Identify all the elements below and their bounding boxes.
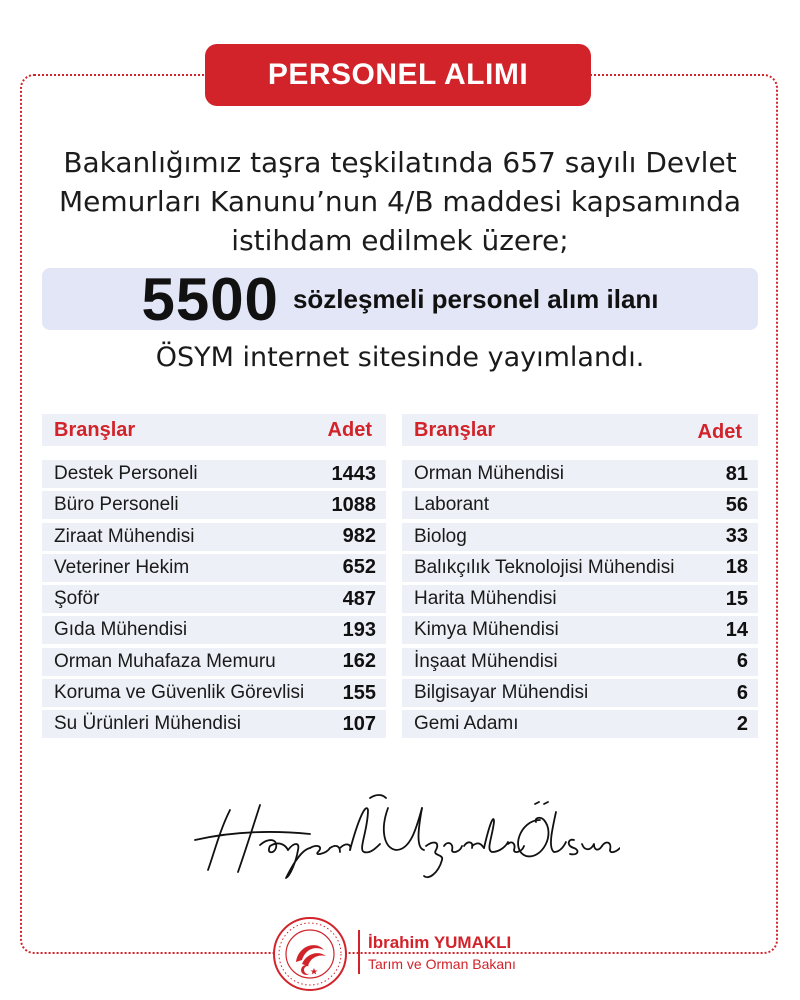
branch-count: 2 — [736, 712, 748, 735]
branch-name: Laborant — [414, 494, 490, 516]
intro-text — [40, 143, 760, 260]
highlight-text: sözleşmeli personel alım ilanı — [292, 283, 659, 314]
table-row — [402, 491, 758, 519]
table-row — [402, 554, 758, 582]
signature-hayirli-ugurlu-olsun — [190, 790, 620, 880]
title-banner — [205, 44, 591, 106]
branch-count: 652 — [342, 556, 376, 579]
branch-count: 982 — [342, 525, 376, 548]
table-row — [402, 648, 758, 676]
intro-line-2: Memurları Kanunu’nun 4/B maddesi kapsamında — [58, 185, 742, 218]
ministry-seal-icon — [272, 916, 348, 992]
table-row — [402, 616, 758, 644]
table-header — [42, 414, 386, 446]
table-row — [42, 523, 386, 551]
header-branches: Branşlar — [414, 418, 496, 441]
branch-name: Büro Personeli — [54, 494, 179, 516]
highlight-box — [42, 265, 758, 333]
branch-count: 6 — [736, 650, 748, 673]
branch-count: 487 — [342, 587, 376, 610]
right-branch-table — [402, 414, 758, 742]
branch-count: 15 — [725, 587, 748, 610]
branch-name: Ziraat Mühendisi — [54, 525, 195, 547]
minister-divider — [358, 930, 360, 974]
branch-name: Gıda Mühendisi — [54, 619, 188, 641]
table-row — [42, 710, 386, 738]
table-row — [42, 554, 386, 582]
branch-name: Şoför — [54, 588, 100, 610]
table-row — [42, 648, 386, 676]
branch-count: 56 — [725, 493, 748, 516]
branch-name: Gemi Adamı — [414, 713, 519, 735]
total-count: 5500 — [141, 265, 279, 333]
table-row — [402, 710, 758, 738]
header-count: Adet — [327, 418, 372, 441]
branch-name: Koruma ve Güvenlik Görevlisi — [54, 682, 305, 704]
table-row — [402, 523, 758, 551]
table-row — [42, 679, 386, 707]
table-row — [402, 585, 758, 613]
branch-count: 14 — [725, 618, 748, 641]
header-count: Adet — [697, 420, 742, 443]
minister-title: Tarım ve Orman Bakanı — [368, 956, 516, 972]
branch-count: 107 — [342, 712, 376, 735]
branch-count: 81 — [725, 462, 748, 485]
branch-name: Veteriner Hekim — [54, 556, 190, 578]
branch-count: 162 — [342, 650, 376, 673]
branch-name: Orman Mühendisi — [414, 463, 564, 484]
branch-name: Biolog — [414, 525, 467, 547]
branch-count: 1443 — [331, 462, 376, 485]
page-title: PERSONEL ALIMI — [267, 58, 529, 91]
branch-name: İnşaat Mühendisi — [414, 650, 558, 672]
intro-line-3: istihdam edilmek üzere; — [231, 224, 569, 257]
branch-count: 33 — [725, 525, 748, 548]
branch-count: 155 — [342, 681, 376, 704]
table-row — [42, 616, 386, 644]
branch-count: 18 — [725, 556, 748, 579]
branch-name: Destek Personeli — [54, 463, 198, 484]
table-row — [42, 460, 386, 488]
table-header — [402, 414, 758, 446]
table-row — [402, 679, 758, 707]
branch-name: Balıkçılık Teknolojisi Mühendisi — [414, 556, 675, 578]
branch-name: Harita Mühendisi — [414, 588, 557, 610]
branch-name: Su Ürünleri Mühendisi — [54, 713, 241, 735]
branch-name: Kimya Mühendisi — [414, 619, 559, 641]
branch-count: 193 — [342, 618, 376, 641]
left-branch-table — [42, 414, 386, 742]
minister-name: İbrahim YUMAKLI — [368, 933, 512, 952]
table-row — [42, 585, 386, 613]
publication-note: ÖSYM internet sitesinde yayımlandı. — [155, 342, 645, 373]
header-branches: Branşlar — [54, 418, 136, 441]
table-row — [42, 491, 386, 519]
branch-count: 1088 — [331, 493, 376, 516]
branch-count: 6 — [736, 681, 748, 704]
intro-line-1: Bakanlığımız taşra teşkilatında 657 sayılı Devlet — [63, 146, 737, 179]
table-row — [402, 460, 758, 488]
branch-name: Orman Muhafaza Memuru — [54, 650, 276, 672]
branch-name: Bilgisayar Mühendisi — [414, 682, 589, 704]
minister-block — [368, 933, 516, 972]
